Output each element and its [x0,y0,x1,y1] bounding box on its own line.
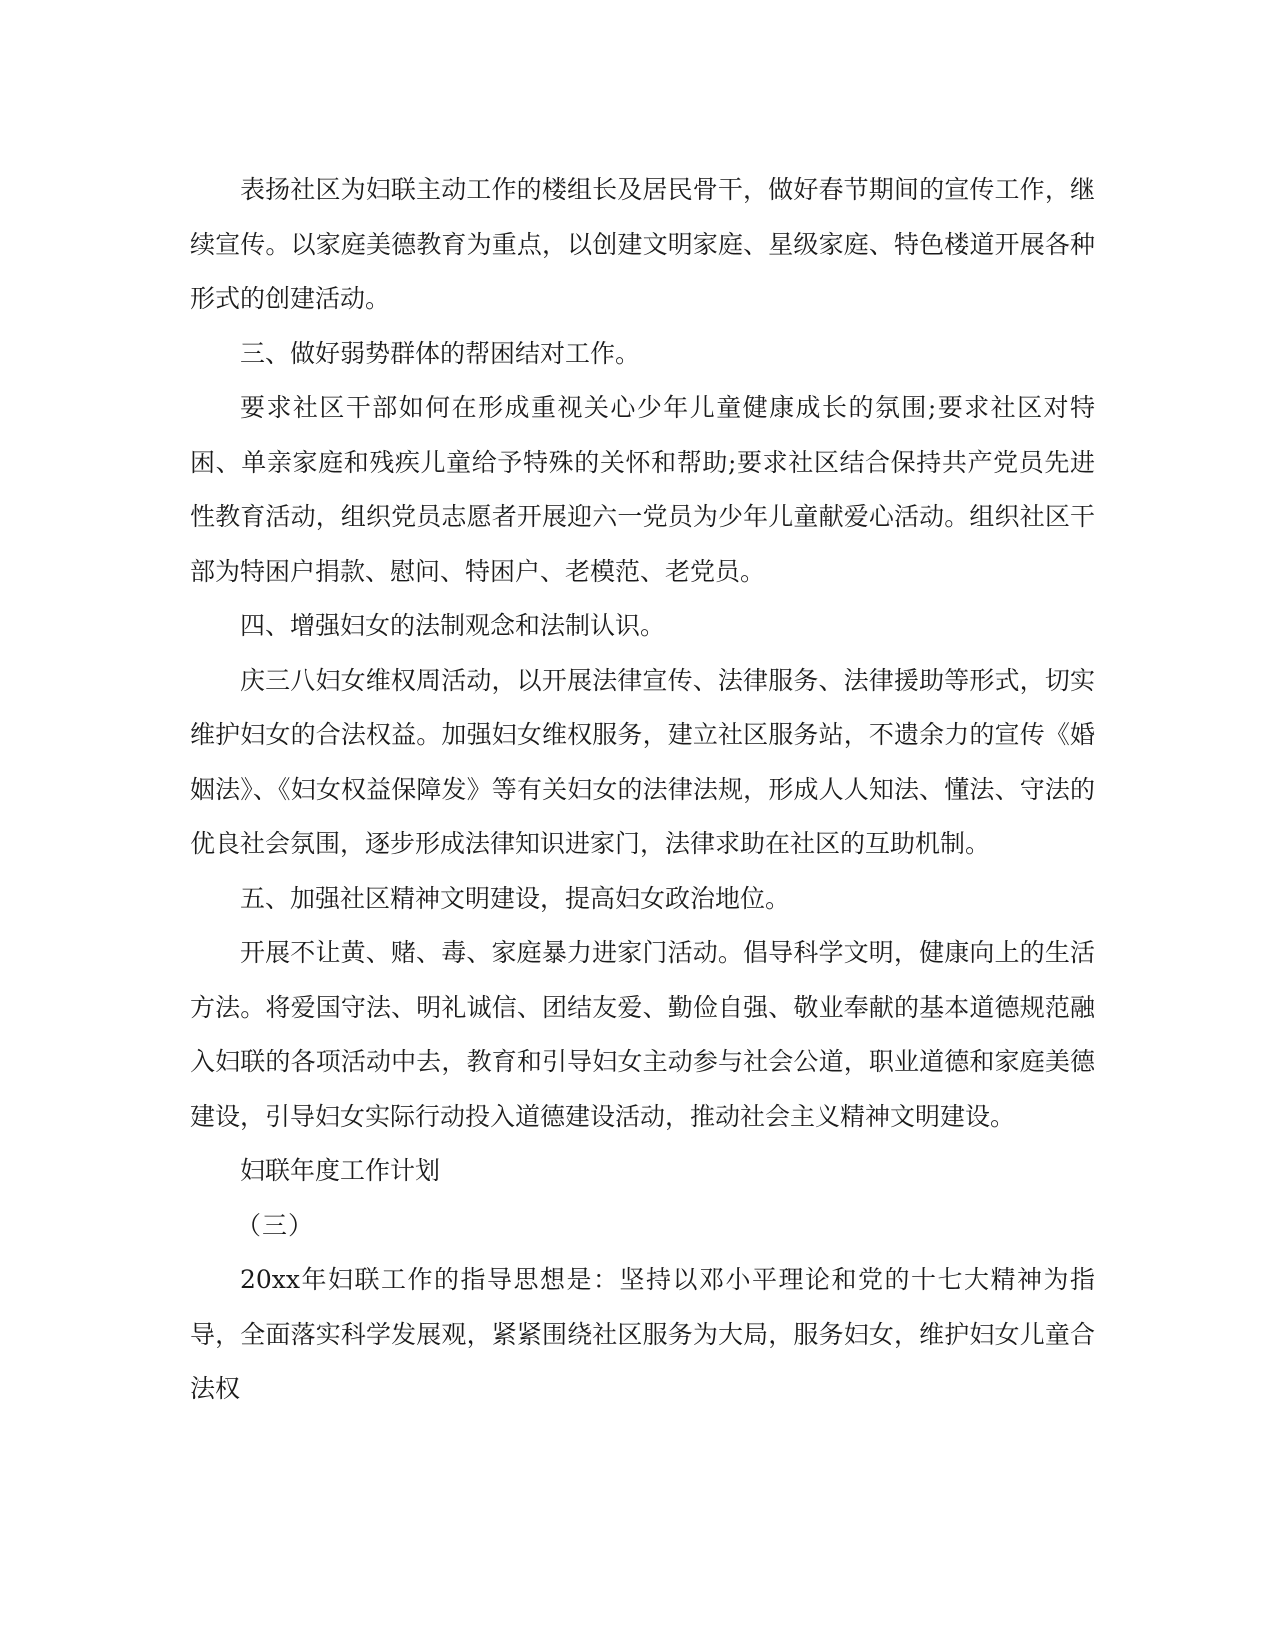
paragraph-civilization: 开展不让黄、赌、毒、家庭暴力进家门活动。倡导科学文明，健康向上的生活方法。将爱国守法、明礼诚信、团结友爱、勤俭自强、敬业奉献的基本道德规范融入妇联的各项活动中去，教育和引导妇女主动参与社会公道，职业道德和家庭美德建设，引导妇女实际行动投入道德建设活动，推动社会主义精神文明建设。 [190,938,1095,1131]
plan-part-number: （三） [236,1210,315,1240]
paragraph-legal-rights: 庆三八妇女维权周活动，以开展法律宣传、法律服务、法律援助等形式，切实维护妇女的合法权益。加强妇女维权服务，建立社区服务站，不遗余力的宣传《婚姻法》、《妇女权益保障发》等有关妇女的法律法规，形成人人知法、懂法、守法的优良社会氛围，逐步形成法律知识进家门，法律求助在社区的互助机制。 [190,665,1095,858]
section-heading-4: 四、增强妇女的法制观念和法制认识。 [240,611,666,640]
paragraph-commendation: 表扬社区为妇联主动工作的楼组长及居民骨干，做好春节期间的宣传工作，继续宣传。以家庭美德教育为重点，以创建文明家庭、星级家庭、特色楼道开展各种形式的创建活动。 [190,175,1095,313]
section-heading-5: 五、加强社区精神文明建设，提高妇女政治地位。 [240,883,791,913]
section-heading-3: 三、做好弱势群体的帮困结对工作。 [240,338,641,368]
document-body [190,163,1095,1417]
plan-title: 妇联年度工作计划 [240,1156,441,1185]
paragraph-vulnerable-groups: 要求社区干部如何在形成重视关心少年儿童健康成长的氛围;要求社区对特困、单亲家庭和残疾儿童给予特殊的关怀和帮助;要求社区结合保持共产党员先进性教育活动，组织党员志愿者开展迎六一党员为少年儿童献爱心活动。组织社区干部为特困户捐款、慰问、特困户、老模范、老党员。 [190,393,1095,586]
paragraph-guiding-ideology: 20xx年妇联工作的指导思想是：坚持以邓小平理论和党的十七大精神为指导，全面落实科学发展观，紧紧围绕社区服务为大局，服务妇女，维护妇女儿童合法权 [190,1265,1095,1403]
